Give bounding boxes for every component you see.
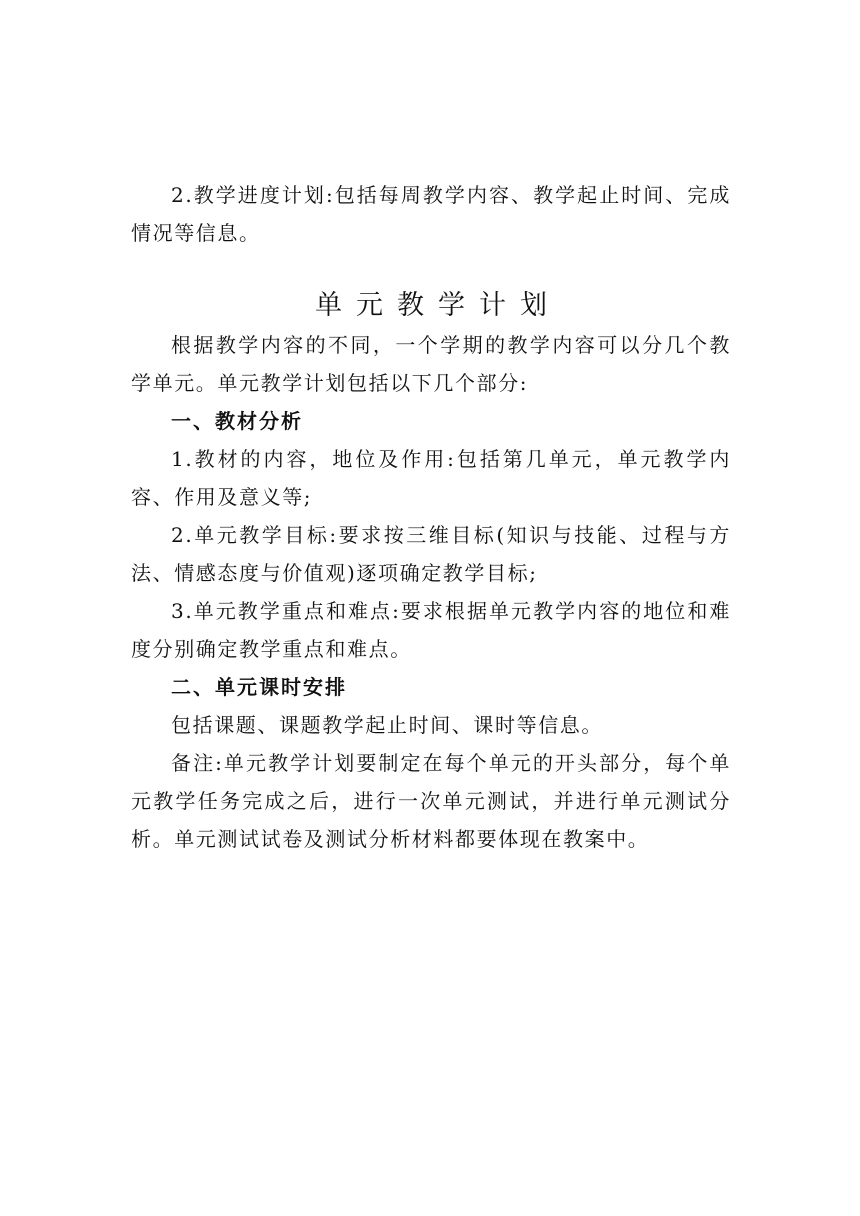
part1-item-1: 1.教材的内容，地位及作用:包括第几单元，单元教学内容、作用及意义等; <box>131 447 731 509</box>
part1-heading: 一、教材分析 <box>171 409 303 433</box>
note-paragraph: 备注:单元教学计划要制定在每个单元的开头部分，每个单元教学任务完成之后，进行一次单元测试，并进行单元测试分析。单元测试试卷及测试分析材料都要体现在教案中。 <box>131 751 731 851</box>
section-title: 单元教学计划 <box>315 290 561 321</box>
progress-plan-paragraph: 2.教学进度计划:包括每周教学内容、教学起止时间、完成情况等信息。 <box>131 183 731 245</box>
part1-item-2: 2.单元教学目标:要求按三维目标(知识与技能、过程与方法、情感态度与价值观)逐项确定教学目标; <box>131 523 731 585</box>
lead-paragraph: 根据教学内容的不同，一个学期的教学内容可以分几个教学单元。单元教学计划包括以下几个部分: <box>131 333 731 395</box>
part2-paragraph: 包括课题、课题教学起止时间、课时等信息。 <box>171 713 603 737</box>
part2-heading: 二、单元课时安排 <box>171 675 347 699</box>
page-content <box>131 176 731 858</box>
part1-item-3: 3.单元教学重点和难点:要求根据单元教学内容的地位和难度分别确定教学重点和难点。 <box>131 599 731 661</box>
